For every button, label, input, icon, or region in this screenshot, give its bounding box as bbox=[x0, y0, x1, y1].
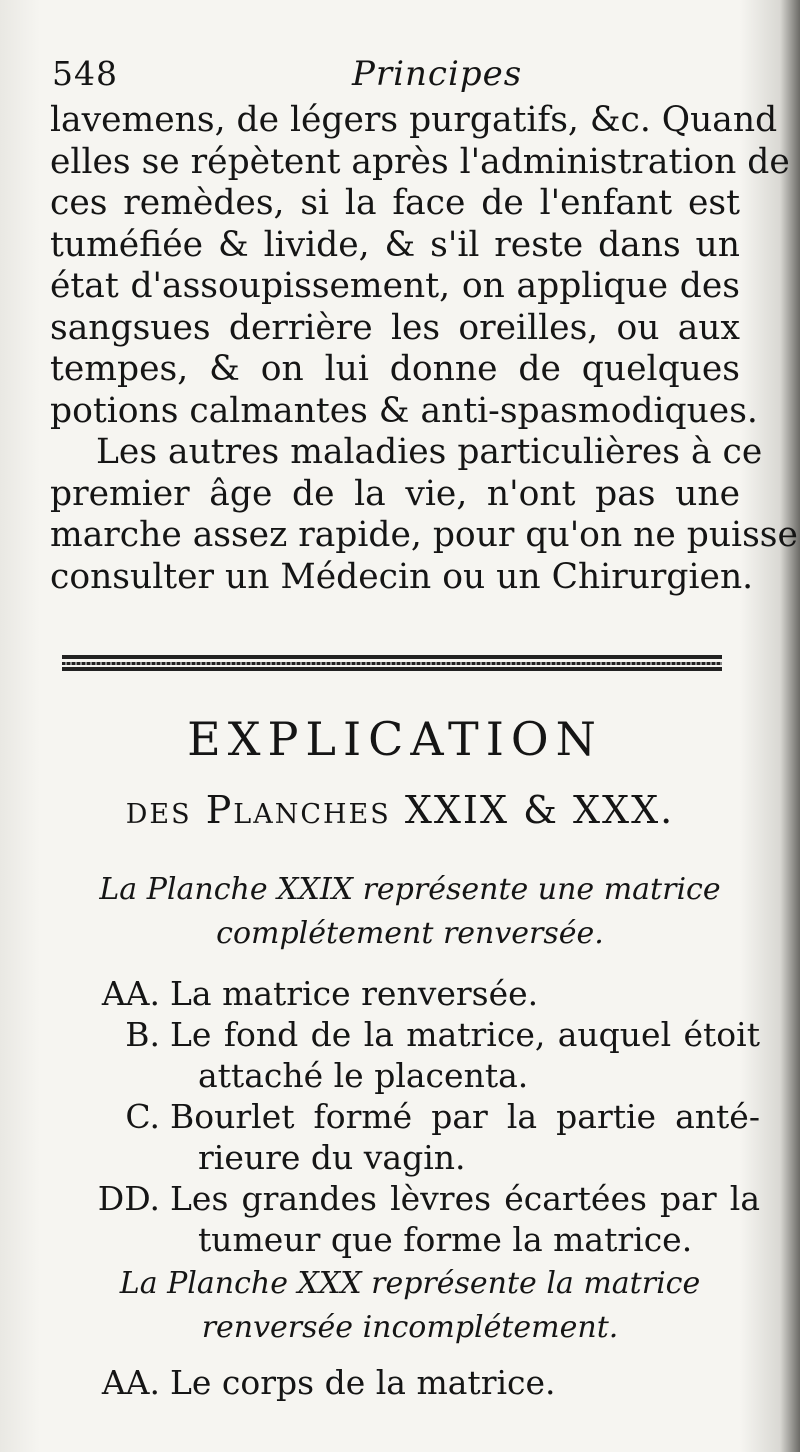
rule-line-bottom bbox=[62, 667, 722, 671]
legend-line: Les grandes lèvres écartées par la bbox=[170, 1179, 760, 1218]
legend-entry bbox=[0, 1014, 800, 1096]
page-header bbox=[52, 50, 752, 100]
section-subtitle: des Planches XXIX & XXX. bbox=[125, 788, 675, 832]
legend-key: B. bbox=[125, 1015, 160, 1054]
body-line: potions calmantes & anti-spasmodiques. bbox=[50, 390, 758, 431]
legend-key: DD. bbox=[97, 1179, 160, 1218]
legend-text bbox=[170, 1096, 760, 1178]
caption-line: La Planche XXIX représente une matrice bbox=[99, 872, 721, 907]
body-line: ces remèdes, si la face de l'enfant est bbox=[50, 183, 740, 223]
legend-entry bbox=[0, 1362, 800, 1403]
ornamental-rule bbox=[62, 655, 722, 671]
legend-text bbox=[170, 1362, 760, 1403]
plate-30-caption bbox=[60, 1262, 760, 1350]
body-line: lavemens, de légers purgatifs, &c. Quand bbox=[50, 100, 778, 140]
running-head: Principes bbox=[352, 54, 523, 94]
body-line: sangsues derrière les oreilles, ou aux bbox=[50, 307, 740, 348]
legend-key: AA. bbox=[101, 1363, 160, 1402]
body-line: consulter un Médecin ou un Chirurgien. bbox=[50, 556, 754, 597]
legend-key: C. bbox=[125, 1097, 160, 1136]
caption-line: complétement renversée. bbox=[216, 916, 604, 951]
plate-29-legend bbox=[0, 973, 800, 1260]
legend-line: tumeur que forme la matrice. bbox=[198, 1220, 693, 1259]
body-line: tempes, & on lui donne de quelques bbox=[50, 349, 740, 389]
body-line: Les autres maladies particulières à ce bbox=[96, 432, 763, 472]
legend-line: Bourlet formé par la partie anté- bbox=[170, 1097, 760, 1136]
body-line: marche assez rapide, pour qu'on ne puisse bbox=[50, 515, 798, 555]
body-line: premier âge de la vie, n'ont pas une bbox=[50, 473, 740, 514]
legend-line: Le corps de la matrice. bbox=[170, 1363, 556, 1402]
page-number: 548 bbox=[52, 54, 118, 93]
legend-text bbox=[170, 1014, 760, 1096]
caption-line: La Planche XXX représente la matrice bbox=[119, 1266, 701, 1301]
legend-entry bbox=[0, 973, 800, 1014]
plate-29-caption bbox=[60, 868, 760, 956]
plate-30-legend bbox=[0, 1362, 800, 1403]
legend-line: attaché le placenta. bbox=[198, 1056, 529, 1095]
rule-line-middle bbox=[62, 662, 722, 665]
legend-line: rieure du vagin. bbox=[198, 1138, 466, 1177]
legend-line: La matrice renversée. bbox=[170, 974, 539, 1013]
legend-text bbox=[170, 1178, 760, 1260]
legend-text bbox=[170, 973, 760, 1014]
legend-entry bbox=[0, 1178, 800, 1260]
body-line: elles se répètent après l'administration de bbox=[50, 141, 790, 182]
body-line: tuméfiée & livide, & s'il reste dans un bbox=[50, 224, 740, 265]
caption-line: renversée incomplétement. bbox=[201, 1310, 619, 1345]
legend-line: Le fond de la matrice, auquel étoit bbox=[170, 1015, 760, 1054]
body-paragraphs bbox=[50, 100, 798, 598]
section-title: EXPLICATION bbox=[187, 712, 603, 766]
legend-key: AA. bbox=[101, 974, 160, 1013]
rule-line-top bbox=[62, 655, 722, 659]
legend-entry bbox=[0, 1096, 800, 1178]
body-line: état d'assoupissement, on applique des bbox=[50, 266, 740, 306]
